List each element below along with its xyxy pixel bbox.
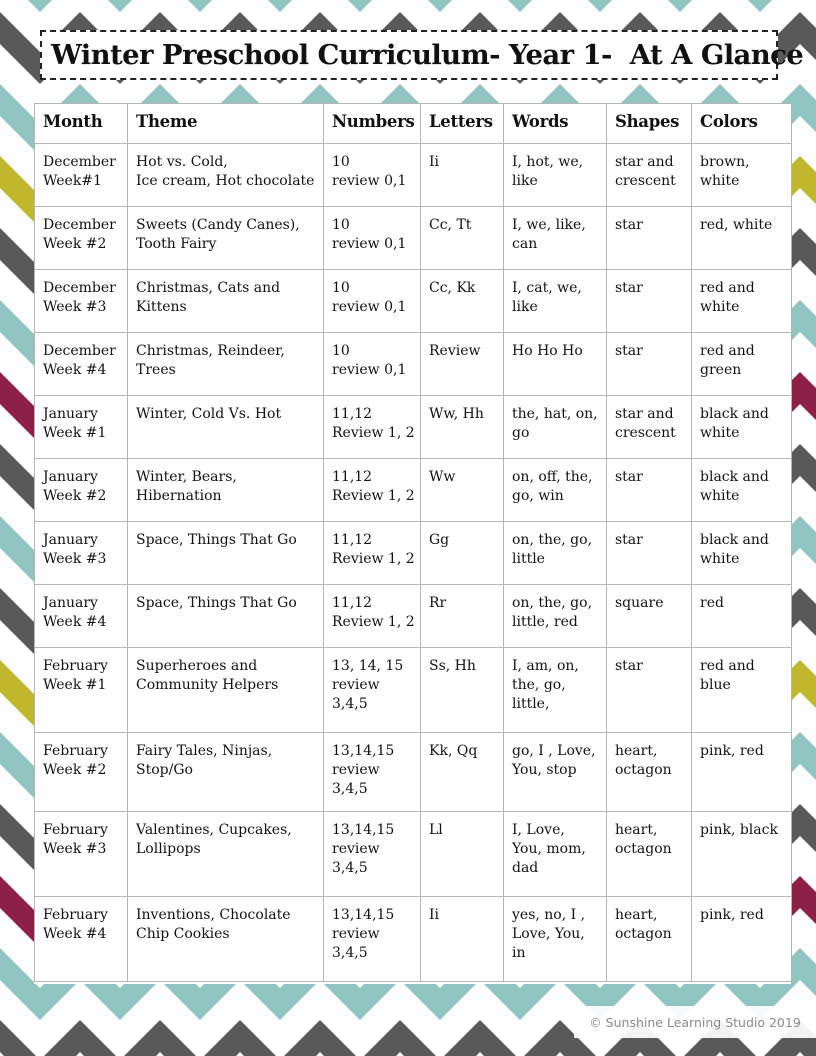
- column-header-numbers: Numbers: [324, 104, 421, 144]
- cell-numbers: 11,12 Review 1, 2: [324, 522, 421, 585]
- cell-colors: red and green: [692, 333, 792, 396]
- column-header-shapes: Shapes: [607, 104, 692, 144]
- cell-colors: brown, white: [692, 144, 792, 207]
- cell-colors: red and blue: [692, 648, 792, 733]
- cell-month: January Week #4: [35, 585, 128, 648]
- cell-numbers: 10 review 0,1: [324, 333, 421, 396]
- cell-letters: Gg: [421, 522, 504, 585]
- cell-theme: Inventions, Chocolate Chip Cookies: [128, 897, 324, 982]
- cell-theme: Christmas, Cats and Kittens: [128, 270, 324, 333]
- cell-shapes: star: [607, 522, 692, 585]
- cell-theme: Hot vs. Cold, Ice cream, Hot chocolate: [128, 144, 324, 207]
- table-row: [35, 585, 792, 648]
- cell-words: go, I , Love, You, stop: [504, 733, 607, 812]
- title-box: [40, 30, 804, 80]
- cell-month: February Week #3: [35, 812, 128, 897]
- cell-colors: pink, red: [692, 897, 792, 982]
- cell-theme: Winter, Bears, Hibernation: [128, 459, 324, 522]
- table-row: [35, 522, 792, 585]
- cell-colors: pink, red: [692, 733, 792, 812]
- cell-numbers: 13,14,15 review 3,4,5: [324, 897, 421, 982]
- cell-month: December Week #3: [35, 270, 128, 333]
- table-row: [35, 733, 792, 812]
- cell-numbers: 10 review 0,1: [324, 144, 421, 207]
- cell-month: February Week #1: [35, 648, 128, 733]
- cell-words: on, the, go, little: [504, 522, 607, 585]
- cell-month: February Week #4: [35, 897, 128, 982]
- cell-shapes: square: [607, 585, 692, 648]
- cell-words: I, hot, we, like: [504, 144, 607, 207]
- cell-shapes: star and crescent: [607, 396, 692, 459]
- cell-shapes: star: [607, 270, 692, 333]
- column-header-theme: Theme: [128, 104, 324, 144]
- cell-shapes: star and crescent: [607, 144, 692, 207]
- cell-letters: Ii: [421, 144, 504, 207]
- cell-letters: Ii: [421, 897, 504, 982]
- copyright-footer: © Sunshine Learning Studio 2019: [574, 1006, 816, 1038]
- curriculum-table: [34, 103, 792, 982]
- table-header-row: [35, 104, 792, 144]
- table-row: [35, 648, 792, 733]
- cell-shapes: heart, octagon: [607, 733, 692, 812]
- cell-numbers: 11,12 Review 1, 2: [324, 396, 421, 459]
- cell-words: on, the, go, little, red: [504, 585, 607, 648]
- cell-shapes: star: [607, 459, 692, 522]
- cell-letters: Ll: [421, 812, 504, 897]
- cell-words: I, cat, we, like: [504, 270, 607, 333]
- cell-words: I, am, on, the, go, little,: [504, 648, 607, 733]
- cell-shapes: heart, octagon: [607, 897, 692, 982]
- cell-colors: red: [692, 585, 792, 648]
- cell-words: I, we, like, can: [504, 207, 607, 270]
- cell-colors: red, white: [692, 207, 792, 270]
- cell-month: February Week #2: [35, 733, 128, 812]
- cell-shapes: star: [607, 333, 692, 396]
- cell-colors: pink, black: [692, 812, 792, 897]
- cell-shapes: star: [607, 207, 692, 270]
- cell-numbers: 13,14,15 review 3,4,5: [324, 812, 421, 897]
- table-row: [35, 396, 792, 459]
- cell-words: yes, no, I , Love, You, in: [504, 897, 607, 982]
- cell-month: December Week #4: [35, 333, 128, 396]
- cell-words: on, off, the, go, win: [504, 459, 607, 522]
- chevron-stripe: [0, 0, 816, 12]
- cell-month: January Week #2: [35, 459, 128, 522]
- cell-colors: red and white: [692, 270, 792, 333]
- cell-letters: Cc, Kk: [421, 270, 504, 333]
- cell-letters: Rr: [421, 585, 504, 648]
- cell-theme: Sweets (Candy Canes), Tooth Fairy: [128, 207, 324, 270]
- column-header-letters: Letters: [421, 104, 504, 144]
- column-header-month: Month: [35, 104, 128, 144]
- curriculum-sheet: [34, 103, 791, 984]
- cell-theme: Space, Things That Go: [128, 522, 324, 585]
- cell-words: Ho Ho Ho: [504, 333, 607, 396]
- cell-month: December Week #2: [35, 207, 128, 270]
- cell-shapes: star: [607, 648, 692, 733]
- cell-colors: black and white: [692, 459, 792, 522]
- table-row: [35, 812, 792, 897]
- cell-words: I, Love, You, mom, dad: [504, 812, 607, 897]
- cell-month: January Week #3: [35, 522, 128, 585]
- cell-theme: Christmas, Reindeer, Trees: [128, 333, 324, 396]
- table-row: [35, 459, 792, 522]
- cell-theme: Fairy Tales, Ninjas, Stop/Go: [128, 733, 324, 812]
- cell-letters: Review: [421, 333, 504, 396]
- table-row: [35, 897, 792, 982]
- cell-theme: Valentines, Cupcakes, Lollipops: [128, 812, 324, 897]
- cell-theme: Superheroes and Community Helpers: [128, 648, 324, 733]
- cell-numbers: 10 review 0,1: [324, 270, 421, 333]
- page-title: Winter Preschool Curriculum- Year 1- At A Glance: [51, 39, 804, 71]
- cell-theme: Space, Things That Go: [128, 585, 324, 648]
- table-row: [35, 333, 792, 396]
- cell-letters: Kk, Qq: [421, 733, 504, 812]
- table-row: [35, 207, 792, 270]
- cell-numbers: 13,14,15 review 3,4,5: [324, 733, 421, 812]
- cell-theme: Winter, Cold Vs. Hot: [128, 396, 324, 459]
- cell-words: the, hat, on, go: [504, 396, 607, 459]
- cell-letters: Ww: [421, 459, 504, 522]
- table-row: [35, 270, 792, 333]
- cell-colors: black and white: [692, 522, 792, 585]
- cell-letters: Ss, Hh: [421, 648, 504, 733]
- cell-numbers: 10 review 0,1: [324, 207, 421, 270]
- cell-letters: Cc, Tt: [421, 207, 504, 270]
- cell-month: January Week #1: [35, 396, 128, 459]
- column-header-colors: Colors: [692, 104, 792, 144]
- table-row: [35, 144, 792, 207]
- cell-numbers: 13, 14, 15 review 3,4,5: [324, 648, 421, 733]
- column-header-words: Words: [504, 104, 607, 144]
- cell-letters: Ww, Hh: [421, 396, 504, 459]
- cell-numbers: 11,12 Review 1, 2: [324, 459, 421, 522]
- cell-shapes: heart, octagon: [607, 812, 692, 897]
- cell-colors: black and white: [692, 396, 792, 459]
- cell-numbers: 11,12 Review 1, 2: [324, 585, 421, 648]
- cell-month: December Week#1: [35, 144, 128, 207]
